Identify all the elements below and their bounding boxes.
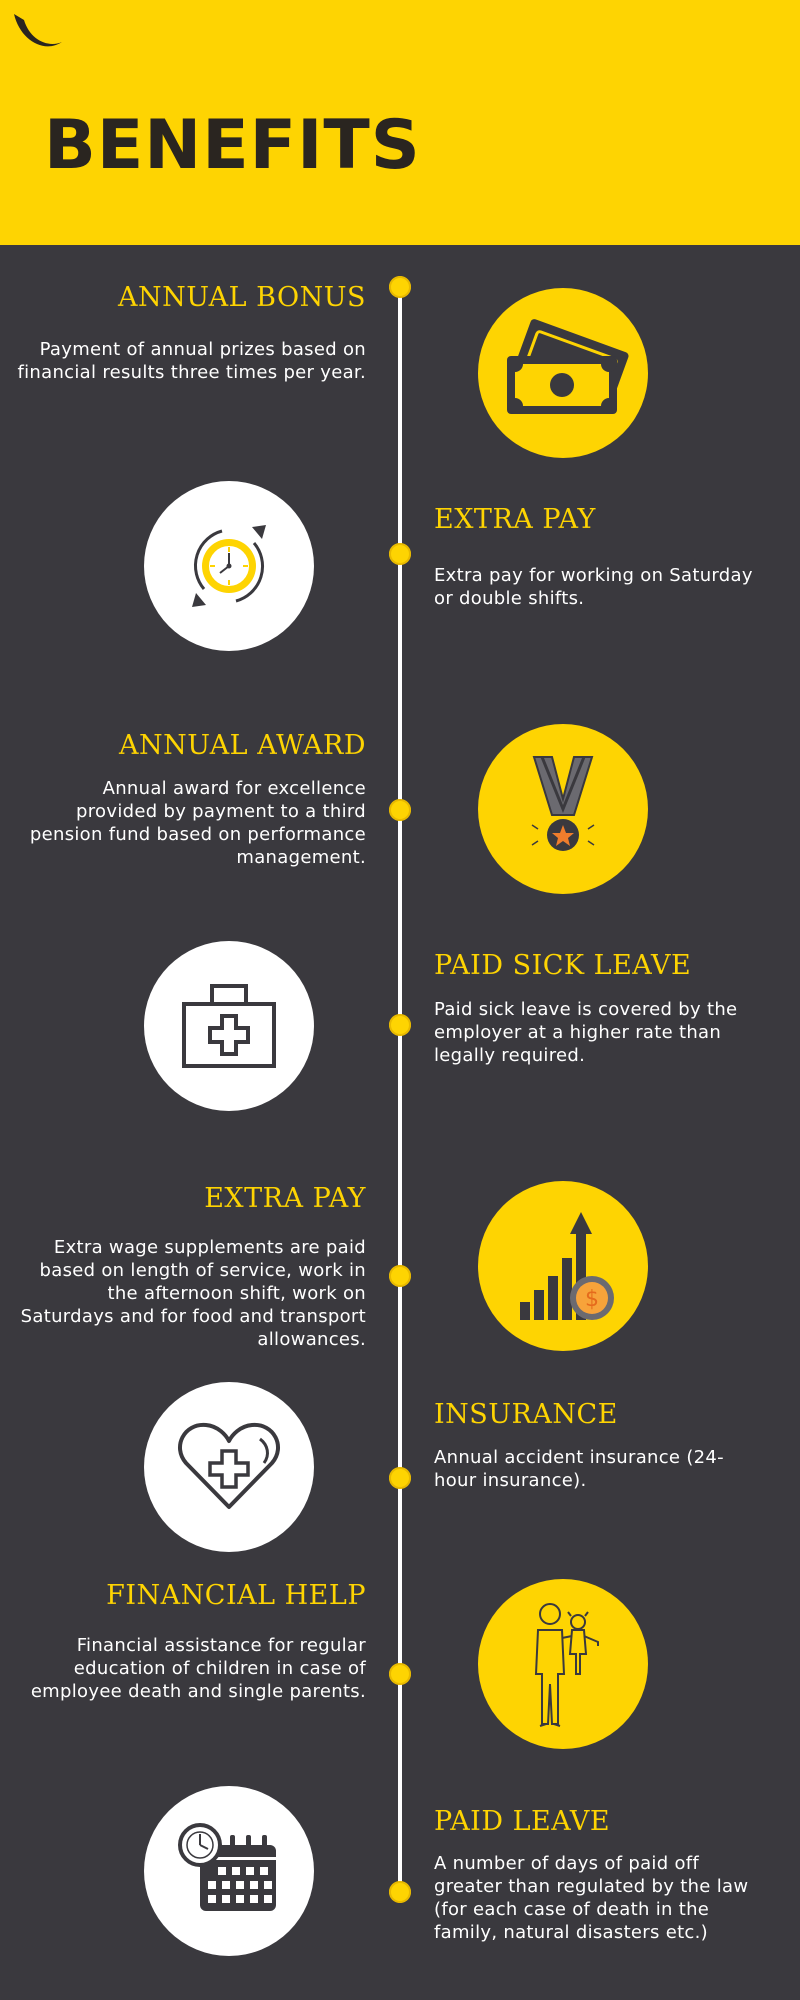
benefit-icon-circle [478,1181,648,1351]
timeline-dot [389,1881,411,1903]
timeline-dot [389,543,411,565]
clock-cycle-icon [174,511,284,621]
first-aid-kit-icon [174,976,284,1076]
benefit-title: ANNUAL AWARD [119,730,366,761]
benefit-description: Financial assistance for regular education of children in case of employee death and single parents. [30,1635,366,1702]
benefit-title: PAID SICK LEAVE [434,950,692,981]
growth-chart-coin-icon [508,1206,618,1326]
benefit-title: ANNUAL BONUS [117,282,366,313]
benefit-title: PAID LEAVE [434,1806,611,1837]
timeline-dot [389,1014,411,1036]
benefit-description: Paid sick leave is covered by the employer at a higher rate than legally required. [434,999,738,1066]
timeline-dot [389,799,411,821]
timeline-dot [389,1663,411,1685]
benefit-description: Annual award for excellence provided by payment to a third pension fund based on performance management. [29,778,366,868]
benefit-description: Extra pay for working on Saturday or double shifts. [434,565,753,609]
svg-text:$: $ [585,1287,599,1312]
benefit-description: A number of days of paid off greater than regulated by the law (for each case of death in the family, natural disasters etc.) [434,1853,749,1943]
benefit-icon-circle [478,1579,648,1749]
benefit-icon-circle [144,481,314,651]
benefit-icon-circle [478,724,648,894]
benefit-title: INSURANCE [434,1399,618,1430]
medal-icon [518,749,608,869]
timeline-line [398,285,402,1895]
moon-logo-icon [10,10,66,54]
benefit-icon-circle [144,1382,314,1552]
benefit-description: Payment of annual prizes based on financial results three times per year. [17,339,366,383]
benefit-description: Extra wage supplements are paid based on length of service, work in the afternoon shift, work on Saturdays and for food and transport allowances. [20,1237,366,1350]
benefit-icon-circle [144,1786,314,1956]
calendar-clock-icon [174,1821,284,1921]
parent-child-icon [518,1594,608,1734]
timeline-dot [389,1467,411,1489]
benefit-title: FINANCIAL HELP [106,1580,366,1611]
benefit-title: EXTRA PAY [434,504,596,535]
page-title: BENEFITS [44,106,421,185]
header-banner [0,0,800,245]
heart-cross-icon [174,1417,284,1517]
benefit-title: EXTRA PAY [204,1183,366,1214]
money-bills-icon [493,318,633,428]
benefit-description: Annual accident insurance (24-hour insurance). [434,1447,724,1491]
benefit-icon-circle [144,941,314,1111]
timeline-dot [389,1265,411,1287]
benefit-icon-circle [478,288,648,458]
timeline-dot [389,276,411,298]
